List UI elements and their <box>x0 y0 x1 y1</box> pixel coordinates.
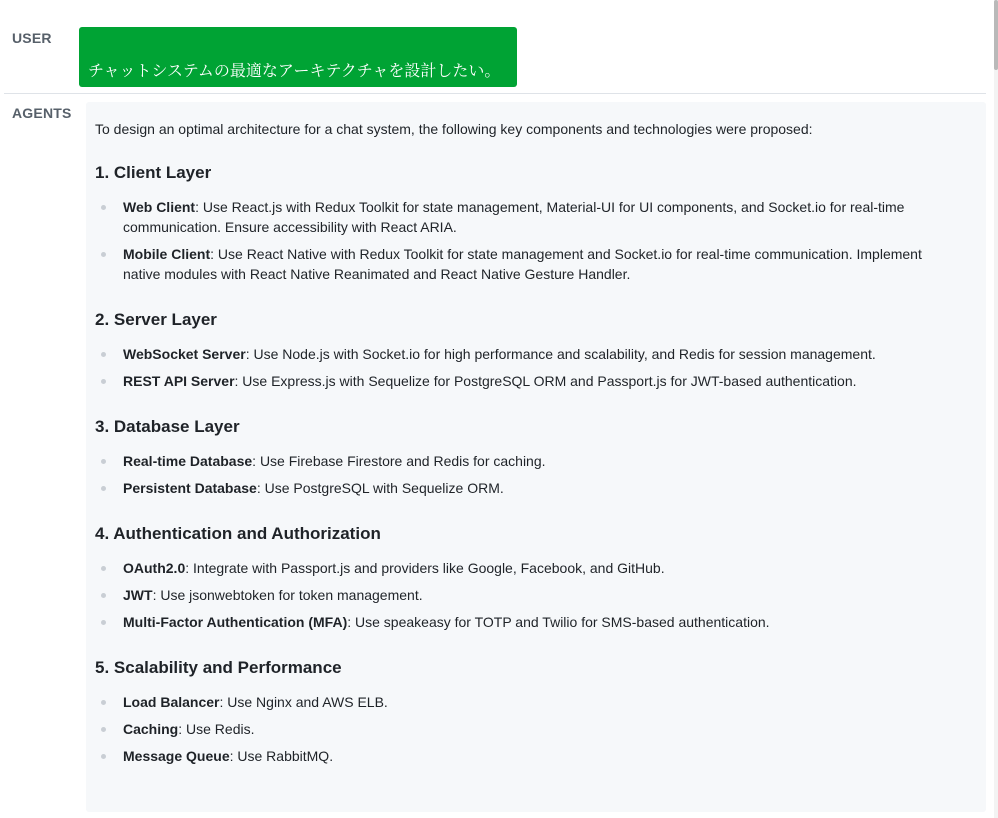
list-item <box>95 719 976 739</box>
agent-sections <box>95 161 976 766</box>
bullet-dot-icon <box>101 700 106 705</box>
agent-message-row <box>4 94 986 812</box>
user-message-row <box>4 0 986 94</box>
item-term: Message Queue <box>123 748 230 764</box>
section-item-list <box>95 451 976 498</box>
item-description: : Use Express.js with Sequelize for PostgreSQL ORM and Passport.js for JWT-based authentication. <box>234 373 857 389</box>
item-description: : Use jsonwebtoken for token management. <box>152 587 423 603</box>
user-message-bubble: チャットシステムの最適なアーキテクチャを設計したい。 <box>79 27 517 87</box>
item-term: JWT <box>123 587 153 603</box>
list-item <box>95 558 976 578</box>
section-item-list <box>95 558 976 632</box>
bullet-dot-icon <box>101 252 106 257</box>
section-item-list <box>95 197 976 284</box>
bullet-dot-icon <box>101 754 106 759</box>
scrollbar-thumb[interactable] <box>994 0 998 70</box>
agent-role-label: AGENTS <box>12 105 72 121</box>
item-description: : Use React.js with Redux Toolkit for state management, Material-UI for UI components, and Socket.io for real-time communication. Ensure accessibility with React ARIA. <box>123 199 905 235</box>
section-item-list <box>95 344 976 391</box>
section-item-list <box>95 692 976 766</box>
item-description: : Use RabbitMQ. <box>229 748 334 764</box>
section-heading: 4. Authentication and Authorization <box>95 524 381 543</box>
item-term: Load Balancer <box>123 694 220 710</box>
item-term: Caching <box>123 721 179 737</box>
item-term: Mobile Client <box>123 246 211 262</box>
list-item <box>95 371 976 391</box>
item-description: : Use Firebase Firestore and Redis for caching. <box>252 453 546 469</box>
bullet-dot-icon <box>101 620 106 625</box>
bullet-dot-icon <box>101 593 106 598</box>
item-term: Web Client <box>123 199 196 215</box>
item-description: : Use Node.js with Socket.io for high performance and scalability, and Redis for session management. <box>245 346 876 362</box>
bullet-dot-icon <box>101 459 106 464</box>
item-term: WebSocket Server <box>123 346 246 362</box>
list-item <box>95 585 976 605</box>
item-description: : Use Nginx and AWS ELB. <box>219 694 388 710</box>
list-item <box>95 478 976 498</box>
list-item <box>95 197 976 237</box>
item-term: OAuth2.0 <box>123 560 186 576</box>
bullet-dot-icon <box>101 205 106 210</box>
list-item <box>95 344 976 364</box>
list-item <box>95 612 976 632</box>
user-role-label: USER <box>12 30 52 46</box>
item-term: Persistent Database <box>123 480 257 496</box>
section-heading: 1. Client Layer <box>95 163 212 182</box>
section-heading: 2. Server Layer <box>95 310 217 329</box>
item-description: : Integrate with Passport.js and providers like Google, Facebook, and GitHub. <box>185 560 665 576</box>
list-item <box>95 746 976 766</box>
section-heading: 5. Scalability and Performance <box>95 658 342 677</box>
list-item <box>95 692 976 712</box>
list-item <box>95 451 976 471</box>
bullet-dot-icon <box>101 352 106 357</box>
bullet-dot-icon <box>101 379 106 384</box>
item-term: Real-time Database <box>123 453 253 469</box>
item-term: REST API Server <box>123 373 235 389</box>
item-description: : Use Redis. <box>178 721 255 737</box>
section-heading: 3. Database Layer <box>95 417 240 436</box>
agent-message-panel <box>86 102 986 812</box>
bullet-dot-icon <box>101 727 106 732</box>
list-item <box>95 244 976 284</box>
item-description: : Use speakeasy for TOTP and Twilio for SMS-based authentication. <box>347 614 770 630</box>
item-term: Multi-Factor Authentication (MFA) <box>123 614 348 630</box>
item-description: : Use React Native with Redux Toolkit for state management and Socket.io for real-time communication. Implement native modules with React Native Reanimated and React Native Gesture Handler. <box>123 246 922 282</box>
vertical-scrollbar[interactable] <box>994 0 998 818</box>
bullet-dot-icon <box>101 486 106 491</box>
bullet-dot-icon <box>101 566 106 571</box>
agent-intro-text: To design an optimal architecture for a chat system, the following key components and technologies were proposed: <box>95 121 813 137</box>
item-description: : Use PostgreSQL with Sequelize ORM. <box>256 480 504 496</box>
